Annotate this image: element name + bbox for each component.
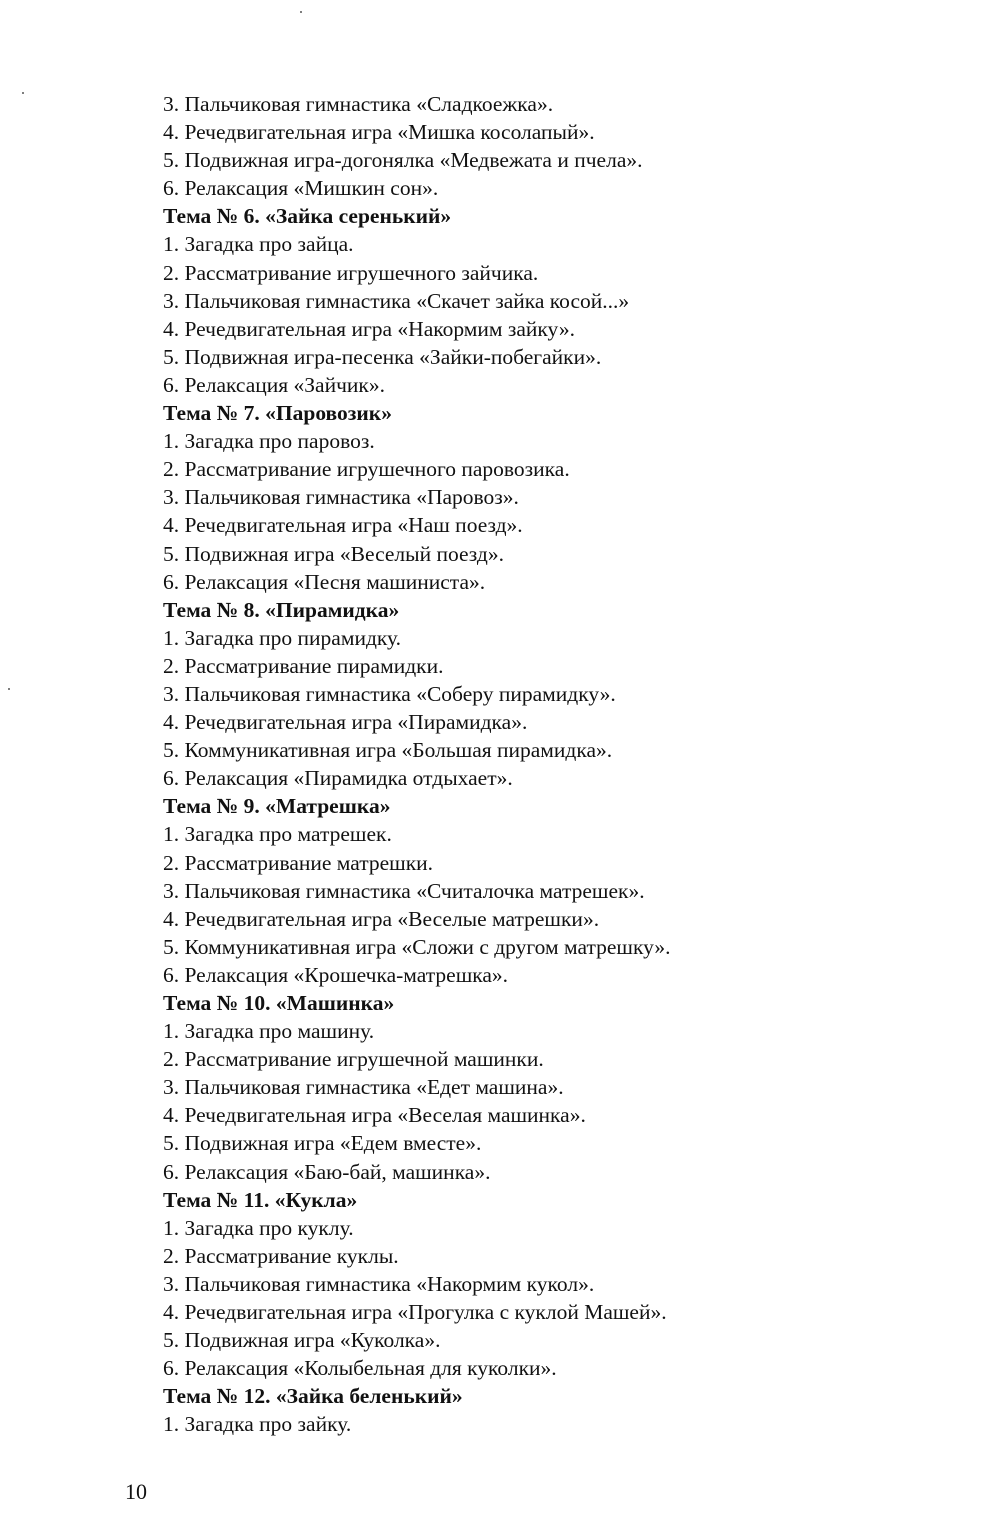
list-item: 6. Релаксация «Колыбельная для куколки».	[163, 1356, 557, 1381]
list-item: 4. Речедвигательная игра «Прогулка с куклой Машей».	[163, 1300, 667, 1325]
list-item: 4. Речедвигательная игра «Пирамидка».	[163, 710, 528, 735]
section-heading: Тема № 7. «Паровозик»	[163, 401, 392, 426]
list-item: 1. Загадка про зайца.	[163, 232, 354, 257]
list-item: 5. Подвижная игра-песенка «Зайки-побегайки».	[163, 344, 602, 369]
list-item: 5. Коммуникативная игра «Большая пирамидка».	[163, 738, 613, 763]
list-item: 1. Загадка про машину.	[163, 1019, 375, 1044]
scan-speck	[300, 11, 302, 13]
page-body	[163, 90, 963, 1439]
section-heading: Тема № 12. «Зайка беленький»	[163, 1384, 463, 1409]
list-item: 6. Релаксация «Песня машиниста».	[163, 569, 486, 594]
list-item: 4. Речедвигательная игра «Веселая машинка».	[163, 1103, 586, 1128]
list-item: 2. Рассматривание матрешки.	[163, 850, 434, 875]
list-item: 3. Пальчиковая гимнастика «Сладкоежка».	[163, 92, 554, 116]
list-item: 1. Загадка про паровоз.	[163, 429, 375, 454]
list-item: 2. Рассматривание игрушечного паровозика.	[163, 457, 570, 482]
list-item: 1. Загадка про пирамидку.	[163, 625, 402, 650]
list-item: 4. Речедвигательная игра «Накормим зайку».	[163, 316, 575, 341]
list-item: 5. Подвижная игра «Куколка».	[163, 1328, 441, 1353]
list-item: 1. Загадка про зайку.	[163, 1412, 352, 1437]
page-number: 10	[125, 1479, 147, 1504]
list-item: 5. Подвижная игра-догонялка «Медвежата и пчела».	[163, 148, 643, 173]
list-item: 1. Загадка про матрешек.	[163, 822, 392, 847]
list-item: 2. Рассматривание игрушечной машинки.	[163, 1047, 544, 1072]
list-item: 3. Пальчиковая гимнастика «Считалочка матрешек».	[163, 878, 645, 903]
list-item: 5. Коммуникативная игра «Сложи с другом матрешку».	[163, 934, 671, 959]
scan-speck	[8, 688, 10, 690]
list-item: 3. Пальчиковая гимнастика «Соберу пирамидку».	[163, 681, 616, 706]
list-item: 6. Релаксация «Баю-бай, машинка».	[163, 1159, 491, 1184]
list-item: 3. Пальчиковая гимнастика «Скачет зайка косой...»	[163, 288, 630, 313]
list-item: 2. Рассматривание куклы.	[163, 1243, 399, 1268]
list-item: 4. Речедвигательная игра «Мишка косолапый».	[163, 120, 595, 145]
scan-speck	[22, 92, 24, 94]
list-item: 6. Релаксация «Зайчик».	[163, 372, 385, 397]
list-item: 3. Пальчиковая гимнастика «Накормим кукол».	[163, 1271, 595, 1296]
list-item: 2. Рассматривание пирамидки.	[163, 653, 444, 678]
list-item: 1. Загадка про куклу.	[163, 1215, 354, 1240]
list-item: 5. Подвижная игра «Едем вместе».	[163, 1131, 482, 1156]
section-heading: Тема № 8. «Пирамидка»	[163, 597, 400, 622]
list-item: 6. Релаксация «Пирамидка отдыхает».	[163, 766, 513, 791]
list-item: 2. Рассматривание игрушечного зайчика.	[163, 260, 539, 285]
list-item: 6. Релаксация «Крошечка-матрешка».	[163, 962, 509, 987]
list-item: 4. Речедвигательная игра «Веселые матрешки».	[163, 906, 600, 931]
list-item: 5. Подвижная игра «Веселый поезд».	[163, 541, 504, 566]
section-heading: Тема № 11. «Кукла»	[163, 1187, 358, 1212]
list-item: 4. Речедвигательная игра «Наш поезд».	[163, 513, 523, 538]
list-item: 3. Пальчиковая гимнастика «Едет машина».	[163, 1075, 564, 1100]
list-item: 6. Релаксация «Мишкин сон».	[163, 176, 439, 201]
section-heading: Тема № 10. «Машинка»	[163, 991, 395, 1015]
section-heading: Тема № 9. «Матрешка»	[163, 794, 391, 819]
section-heading: Тема № 6. «Зайка серенький»	[163, 204, 452, 229]
list-item: 3. Пальчиковая гимнастика «Паровоз».	[163, 485, 519, 510]
